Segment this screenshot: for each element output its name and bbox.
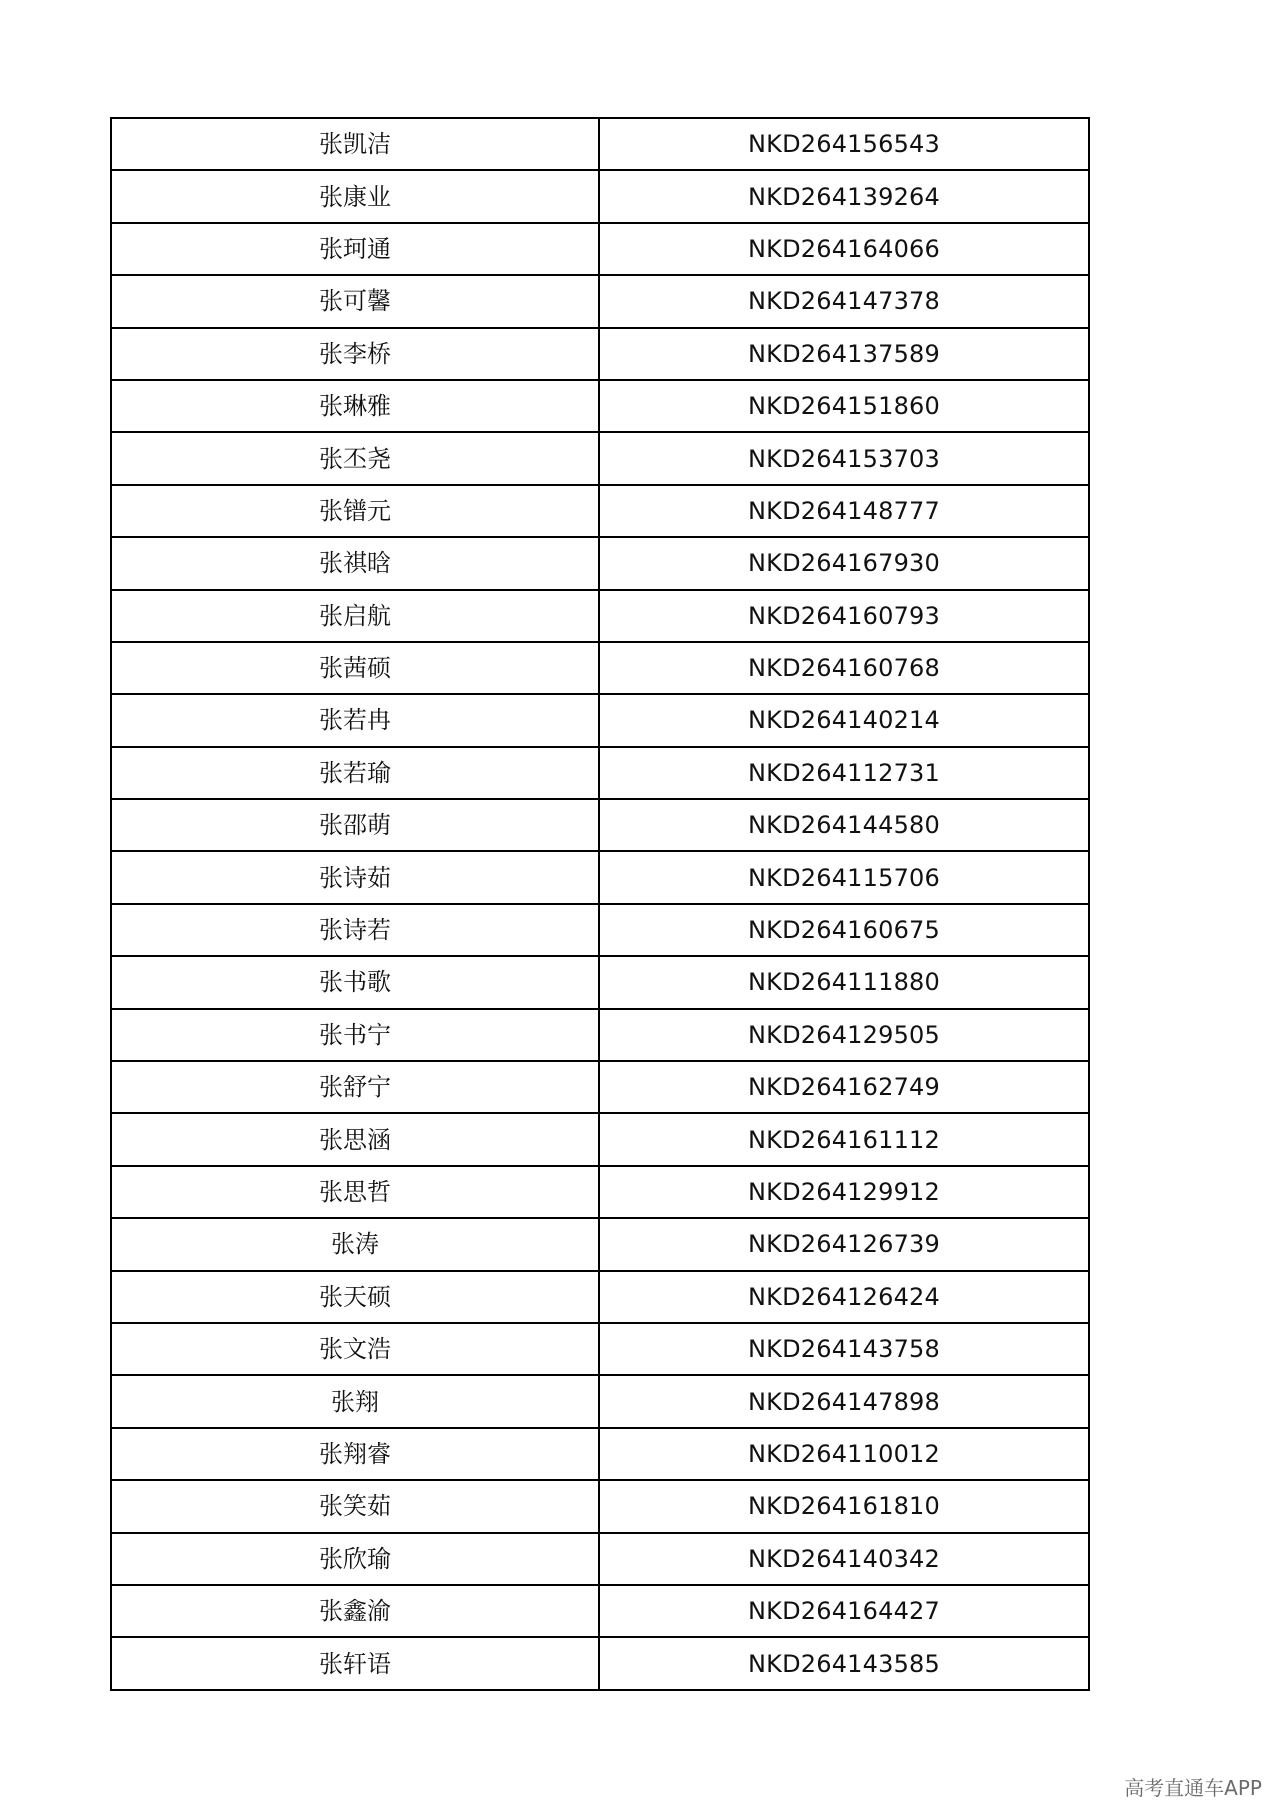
table-row bbox=[111, 1061, 1089, 1113]
name-cell: 张天硕 bbox=[111, 1271, 599, 1323]
table-row bbox=[111, 642, 1089, 694]
id-cell: NKD264164066 bbox=[599, 223, 1089, 275]
id-cell: NKD264140342 bbox=[599, 1533, 1089, 1585]
name-cell: 张翔睿 bbox=[111, 1428, 599, 1480]
table-row bbox=[111, 537, 1089, 589]
table-row bbox=[111, 118, 1089, 170]
table-row bbox=[111, 1533, 1089, 1585]
table-row bbox=[111, 223, 1089, 275]
id-cell: NKD264153703 bbox=[599, 432, 1089, 484]
id-cell: NKD264162749 bbox=[599, 1061, 1089, 1113]
name-cell: 张舒宁 bbox=[111, 1061, 599, 1113]
table-row bbox=[111, 1375, 1089, 1427]
name-cell: 张欣瑜 bbox=[111, 1533, 599, 1585]
name-cell: 张思涵 bbox=[111, 1113, 599, 1165]
name-cell: 张笑茹 bbox=[111, 1480, 599, 1532]
id-cell: NKD264160675 bbox=[599, 904, 1089, 956]
id-cell: NKD264167930 bbox=[599, 537, 1089, 589]
name-cell: 张轩语 bbox=[111, 1637, 599, 1689]
id-cell: NKD264147378 bbox=[599, 275, 1089, 327]
name-cell: 张翔 bbox=[111, 1375, 599, 1427]
name-cell: 张诗茹 bbox=[111, 851, 599, 903]
id-cell: NKD264143758 bbox=[599, 1323, 1089, 1375]
table-row bbox=[111, 851, 1089, 903]
name-cell: 张涛 bbox=[111, 1218, 599, 1270]
id-cell: NKD264110012 bbox=[599, 1428, 1089, 1480]
id-cell: NKD264126739 bbox=[599, 1218, 1089, 1270]
id-cell: NKD264164427 bbox=[599, 1585, 1089, 1637]
table-row bbox=[111, 799, 1089, 851]
table-row bbox=[111, 956, 1089, 1008]
id-cell: NKD264129505 bbox=[599, 1009, 1089, 1061]
id-cell: NKD264115706 bbox=[599, 851, 1089, 903]
id-cell: NKD264129912 bbox=[599, 1166, 1089, 1218]
name-cell: 张凯洁 bbox=[111, 118, 599, 170]
table-row bbox=[111, 1009, 1089, 1061]
table-row bbox=[111, 275, 1089, 327]
name-cell: 张若冉 bbox=[111, 694, 599, 746]
id-cell: NKD264148777 bbox=[599, 485, 1089, 537]
id-cell: NKD264126424 bbox=[599, 1271, 1089, 1323]
id-cell: NKD264139264 bbox=[599, 170, 1089, 222]
name-cell: 张李桥 bbox=[111, 328, 599, 380]
name-cell: 张若瑜 bbox=[111, 747, 599, 799]
name-cell: 张书歌 bbox=[111, 956, 599, 1008]
table-row bbox=[111, 747, 1089, 799]
id-cell: NKD264156543 bbox=[599, 118, 1089, 170]
id-cell: NKD264161810 bbox=[599, 1480, 1089, 1532]
name-cell: 张文浩 bbox=[111, 1323, 599, 1375]
name-cell: 张祺晗 bbox=[111, 537, 599, 589]
table-row bbox=[111, 590, 1089, 642]
roster-table bbox=[110, 117, 1090, 1691]
id-cell: NKD264147898 bbox=[599, 1375, 1089, 1427]
table-row bbox=[111, 1585, 1089, 1637]
table-row bbox=[111, 1166, 1089, 1218]
table-row bbox=[111, 1271, 1089, 1323]
name-cell: 张镨元 bbox=[111, 485, 599, 537]
name-cell: 张鑫渝 bbox=[111, 1585, 599, 1637]
table-row bbox=[111, 1637, 1089, 1689]
roster-table-body bbox=[111, 118, 1089, 1690]
id-cell: NKD264112731 bbox=[599, 747, 1089, 799]
table-row bbox=[111, 694, 1089, 746]
table-row bbox=[111, 1113, 1089, 1165]
name-cell: 张诗若 bbox=[111, 904, 599, 956]
name-cell: 张珂通 bbox=[111, 223, 599, 275]
name-cell: 张康业 bbox=[111, 170, 599, 222]
table-row bbox=[111, 1323, 1089, 1375]
id-cell: NKD264140214 bbox=[599, 694, 1089, 746]
name-cell: 张茜硕 bbox=[111, 642, 599, 694]
id-cell: NKD264143585 bbox=[599, 1637, 1089, 1689]
id-cell: NKD264144580 bbox=[599, 799, 1089, 851]
id-cell: NKD264160768 bbox=[599, 642, 1089, 694]
table-row bbox=[111, 1218, 1089, 1270]
table-row bbox=[111, 380, 1089, 432]
table-row bbox=[111, 1480, 1089, 1532]
table-row bbox=[111, 328, 1089, 380]
name-cell: 张琳雅 bbox=[111, 380, 599, 432]
table-row bbox=[111, 485, 1089, 537]
watermark-text: 高考直通车APP bbox=[1124, 1776, 1262, 1800]
id-cell: NKD264137589 bbox=[599, 328, 1089, 380]
table-row bbox=[111, 1428, 1089, 1480]
name-cell: 张可馨 bbox=[111, 275, 599, 327]
id-cell: NKD264160793 bbox=[599, 590, 1089, 642]
name-cell: 张思哲 bbox=[111, 1166, 599, 1218]
name-cell: 张启航 bbox=[111, 590, 599, 642]
table-row bbox=[111, 432, 1089, 484]
table-row bbox=[111, 170, 1089, 222]
name-cell: 张丕尧 bbox=[111, 432, 599, 484]
id-cell: NKD264151860 bbox=[599, 380, 1089, 432]
table-row bbox=[111, 904, 1089, 956]
name-cell: 张邵萌 bbox=[111, 799, 599, 851]
id-cell: NKD264111880 bbox=[599, 956, 1089, 1008]
id-cell: NKD264161112 bbox=[599, 1113, 1089, 1165]
name-cell: 张书宁 bbox=[111, 1009, 599, 1061]
